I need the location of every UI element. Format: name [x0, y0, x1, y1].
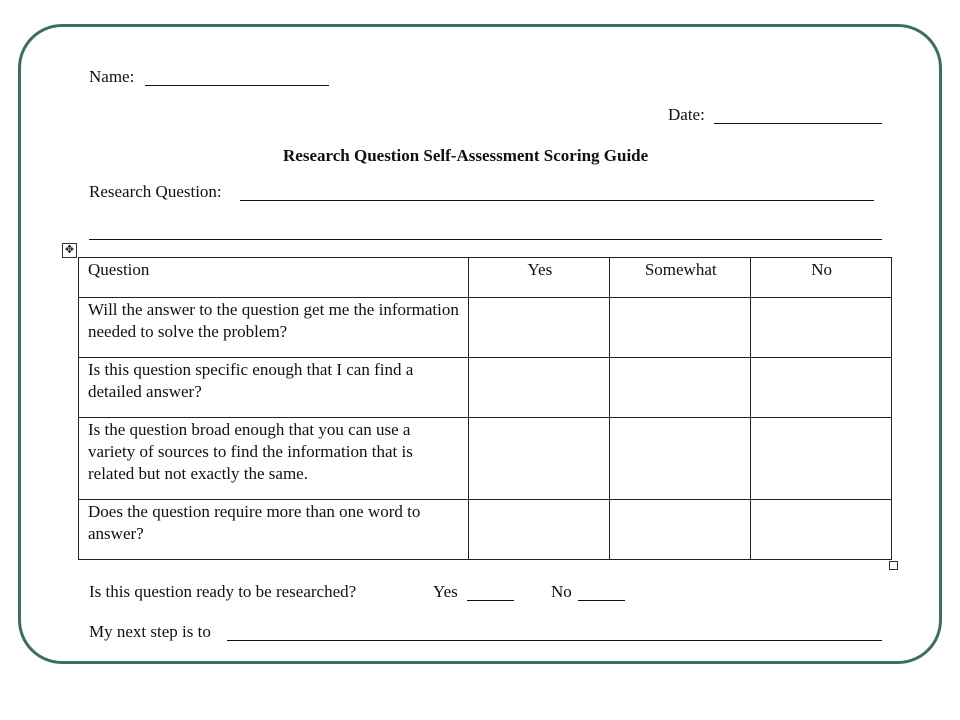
yes-cell[interactable]	[469, 418, 610, 500]
question-cell: Does the question require more than one word to answer?	[79, 500, 469, 560]
ready-question-label: Is this question ready to be researched?	[89, 582, 357, 601]
name-field-line[interactable]	[145, 85, 329, 86]
table-row	[79, 298, 892, 358]
somewhat-cell[interactable]	[610, 298, 751, 358]
date-label: Date:	[668, 105, 705, 124]
date-field-line[interactable]	[714, 123, 882, 124]
somewhat-cell[interactable]	[610, 418, 751, 500]
no-cell[interactable]	[751, 418, 892, 500]
header-no: No	[751, 258, 892, 298]
somewhat-cell[interactable]	[610, 358, 751, 418]
page-title: Research Question Self-Assessment Scoring Guide	[283, 146, 649, 165]
header-question: Question	[79, 258, 469, 298]
yes-cell[interactable]	[469, 500, 610, 560]
ready-no-label: No	[551, 582, 572, 601]
no-cell[interactable]	[751, 298, 892, 358]
no-cell[interactable]	[751, 358, 892, 418]
table-row	[79, 500, 892, 560]
table-row	[79, 418, 892, 500]
somewhat-cell[interactable]	[610, 500, 751, 560]
yes-cell[interactable]	[469, 298, 610, 358]
table-header-row	[79, 258, 892, 298]
header-somewhat: Somewhat	[610, 258, 751, 298]
question-cell: Is this question specific enough that I can find a detailed answer?	[79, 358, 469, 418]
ready-no-line[interactable]	[578, 600, 625, 601]
move-icon[interactable]: ✥	[62, 243, 77, 258]
name-label: Name:	[89, 67, 135, 86]
scoring-table	[78, 257, 892, 560]
ready-yes-line[interactable]	[467, 600, 514, 601]
next-step-label: My next step is to	[89, 622, 211, 641]
question-cell: Is the question broad enough that you can use a variety of sources to find the information that is related but not exactly the same.	[79, 418, 469, 500]
ready-yes-label: Yes	[433, 582, 458, 601]
research-question-label: Research Question:	[89, 182, 222, 201]
table-row	[79, 358, 892, 418]
yes-cell[interactable]	[469, 358, 610, 418]
no-cell[interactable]	[751, 500, 892, 560]
question-cell: Will the answer to the question get me the information needed to solve the problem?	[79, 298, 469, 358]
header-yes: Yes	[469, 258, 610, 298]
next-step-line[interactable]	[227, 640, 882, 641]
research-question-line-2[interactable]	[89, 239, 882, 240]
research-question-line-1[interactable]	[240, 200, 874, 201]
resize-icon[interactable]	[889, 561, 898, 570]
